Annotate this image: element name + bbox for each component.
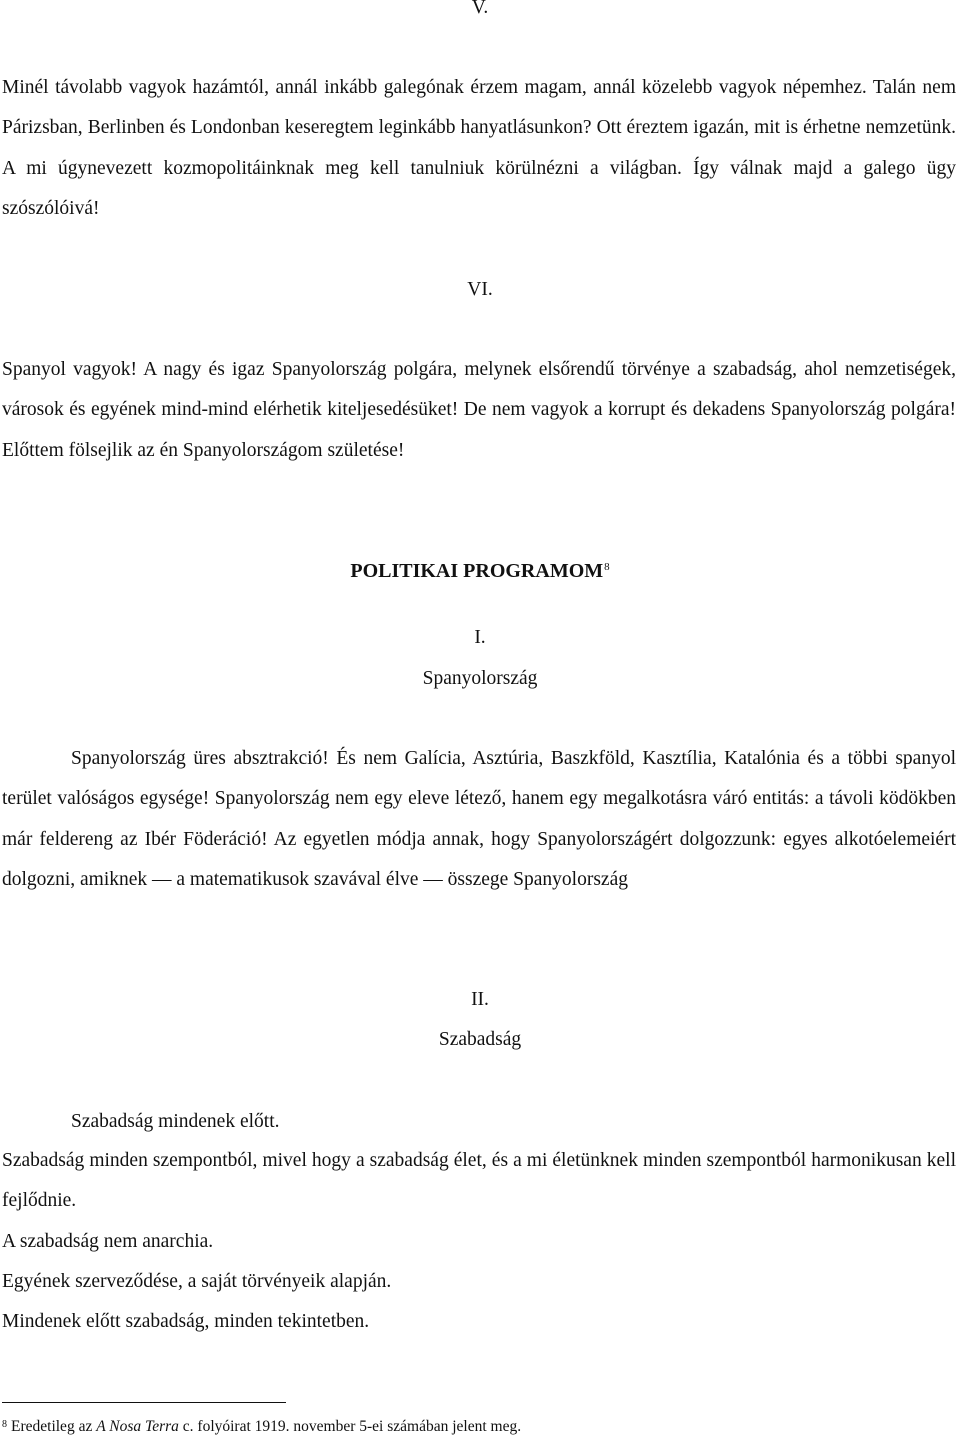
footnote-reference: 8: [604, 561, 610, 573]
section-heading-vi: VI.: [467, 279, 493, 300]
part-2-line: Szabadság mindenek előtt.: [71, 1111, 280, 1132]
program-title: [0, 559, 960, 583]
footnote: [2, 1417, 521, 1437]
footnote-separator: [2, 1402, 286, 1403]
part-1-paragraph: Spanyolország üres absztrakció! És nem Galícia, Asztúria, Baszkföld, Kasztília, Katalónia és a többi spanyol terület valóságos egysége! Spanyolország nem egy eleve létező, hanem egy megalkotásra váró entitás: a távoli ködökben már feldereng az Ibér Föderáció! Az egyetlen módja annak, hogy Spanyolországért dolgozzunk: egyes alkotóelemeiért dolgozni, amiknek — a matematikusok szavával élve — összege Spanyolország: [2, 748, 956, 890]
part-2-line: Szabadság minden szempontból, mivel hogy a szabadság élet, és a mi életünknek minden szempontból harmonikusan kell fejlődnie.: [2, 1150, 956, 1212]
part-2-line: A szabadság nem anarchia.: [2, 1231, 214, 1252]
footnote-text-after: c. folyóirat 1919. november 5-ei számában jelent meg.: [178, 1418, 522, 1435]
part-1-numeral: I.: [474, 627, 486, 648]
footnote-publication: A Nosa Terra: [96, 1418, 179, 1435]
section-heading-v: V.: [471, 0, 489, 18]
footnote-marker: 8: [2, 1419, 7, 1430]
part-1-subtitle: Spanyolország: [422, 668, 538, 689]
footnote-text-before: Eredetileg az: [11, 1418, 97, 1435]
part-2-subtitle: Szabadság: [438, 1029, 522, 1050]
section-v-paragraph: Minél távolabb vagyok hazámtól, annál inkább galegónak érzem magam, annál közelebb vagyok népemhez. Talán nem Párizsban, Berlinben és Londonban keseregtem leginkább hanyatlásunkon? Ott éreztem igazán, mit is érhetne nemzetünk. A mi úgynevezett kozmopolitáinknak meg kell tanulniuk körülnézni a világban. Így válnak majd a galego ügy szószólóivá!: [2, 77, 956, 219]
part-2-line: Mindenek előtt szabadság, minden tekintetben.: [2, 1311, 370, 1332]
program-title-text: POLITIKAI PROGRAMOM: [350, 560, 604, 582]
part-2-numeral: II.: [471, 989, 489, 1010]
section-vi-paragraph: Spanyol vagyok! A nagy és igaz Spanyolország polgára, melynek elsőrendű törvénye a szabadság, ahol nemzetiségek, városok és egyének mind-mind elérhetik kiteljesedésüket! De nem vagyok a korrupt és dekadens Spanyolország polgára! Előttem fölsejlik az én Spanyolországom születése!: [2, 359, 956, 461]
part-2-line: Egyének szerveződése, a saját törvényeik alapján.: [2, 1271, 392, 1292]
